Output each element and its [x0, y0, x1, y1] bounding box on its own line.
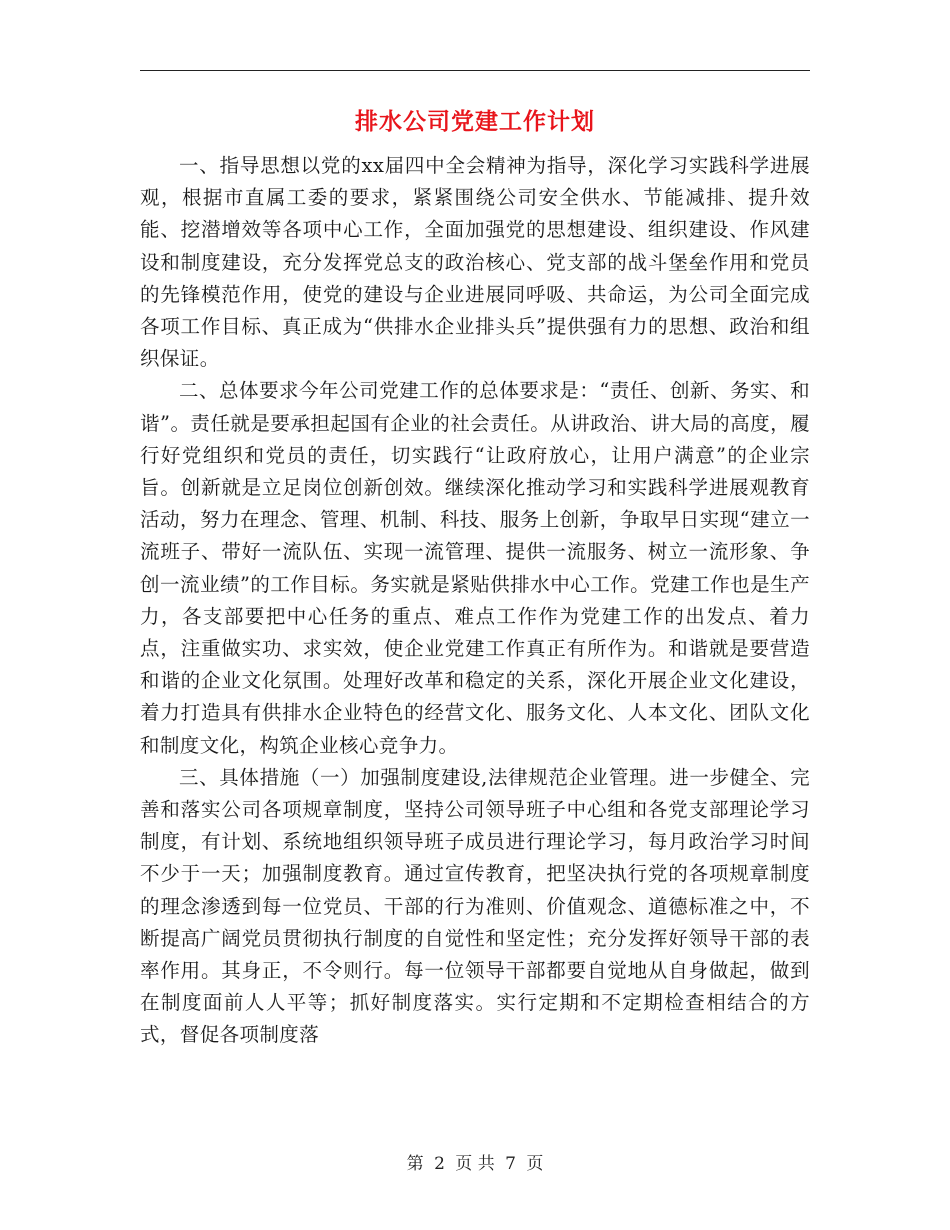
paragraph-specific-measures: 三、具体措施（一）加强制度建设,法律规范企业管理。进一步健全、完善和落实公司各项规章制度，坚持公司领导班子中心组和各党支部理论学习制度，有计划、系统地组织领导班子成员进行理论学习，每月政治学习时间不少于一天；加强制度教育。通过宣传教育，把坚决执行党的各项规章制度的理念渗透到每一位党员、干部的行为准则、价值观念、道德标准之中，不断提高广阔党员贯彻执行制度的自觉性和坚定性；充分发挥好领导干部的表率作用。其身正，不令则行。每一位领导干部都要自觉地从自身做起，做到在制度面前人人平等；抓好制度落实。实行定期和不定期检查相结合的方式，督促各项制度落: [140, 765, 810, 1047]
page-footer: [140, 1153, 810, 1175]
document-body: [140, 150, 810, 1052]
document-title: 排水公司党建工作计划: [355, 108, 595, 135]
paragraph-overall-requirements: 二、总体要求今年公司党建工作的总体要求是：“责任、创新、务实、和谐”。责任就是要承担起国有企业的社会责任。从讲政治、讲大局的高度，履行好党组织和党员的责任，切实践行“让政府放心，让用户满意”的企业宗旨。创新就是立足岗位创新创效。继续深化推动学习和实践科学进展观教育活动，努力在理念、管理、机制、科技、服务上创新，争取早日实现“建立一流班子、带好一流队伍、实现一流管理、提供一流服务、树立一流形象、争创一流业绩”的工作目标。务实就是紧贴供排水中心工作。党建工作也是生产力，各支部要把中心任务的重点、难点工作作为党建工作的出发点、着力点，注重做实功、求实效，使企业党建工作真正有所作为。和谐就是要营造和谐的企业文化氛围。处理好改革和稳定的关系，深化开展企业文化建设，着力打造具有供排水企业特色的经营文化、服务文化、人本文化、团队文化和制度文化，构筑企业核心竞争力。: [140, 379, 810, 757]
footer-middle: 页 共: [455, 1154, 495, 1174]
header-rule: [140, 70, 810, 71]
paragraph-guiding-ideology: 一、指导思想以党的xx届四中全会精神为指导，深化学习实践科学进展观，根据市直属工委的要求，紧紧围绕公司安全供水、节能减排、提升效能、挖潜增效等各项中心工作，全面加强党的思想建设、组织建设、作风建设和制度建设，充分发挥党总支的政治核心、党支部的战斗堡垒作用和党员的先锋模范作用，使党的建设与企业进展同呼吸、共命运，为公司全面完成各项工作目标、真正成为“供排水企业排头兵”提供强有力的思想、政治和组织保证。: [140, 154, 810, 371]
footer-prefix: 第: [406, 1154, 424, 1174]
footer-total-pages: 7: [505, 1154, 516, 1174]
footer-suffix: 页: [526, 1154, 544, 1174]
footer-current-page: 2: [434, 1154, 445, 1174]
